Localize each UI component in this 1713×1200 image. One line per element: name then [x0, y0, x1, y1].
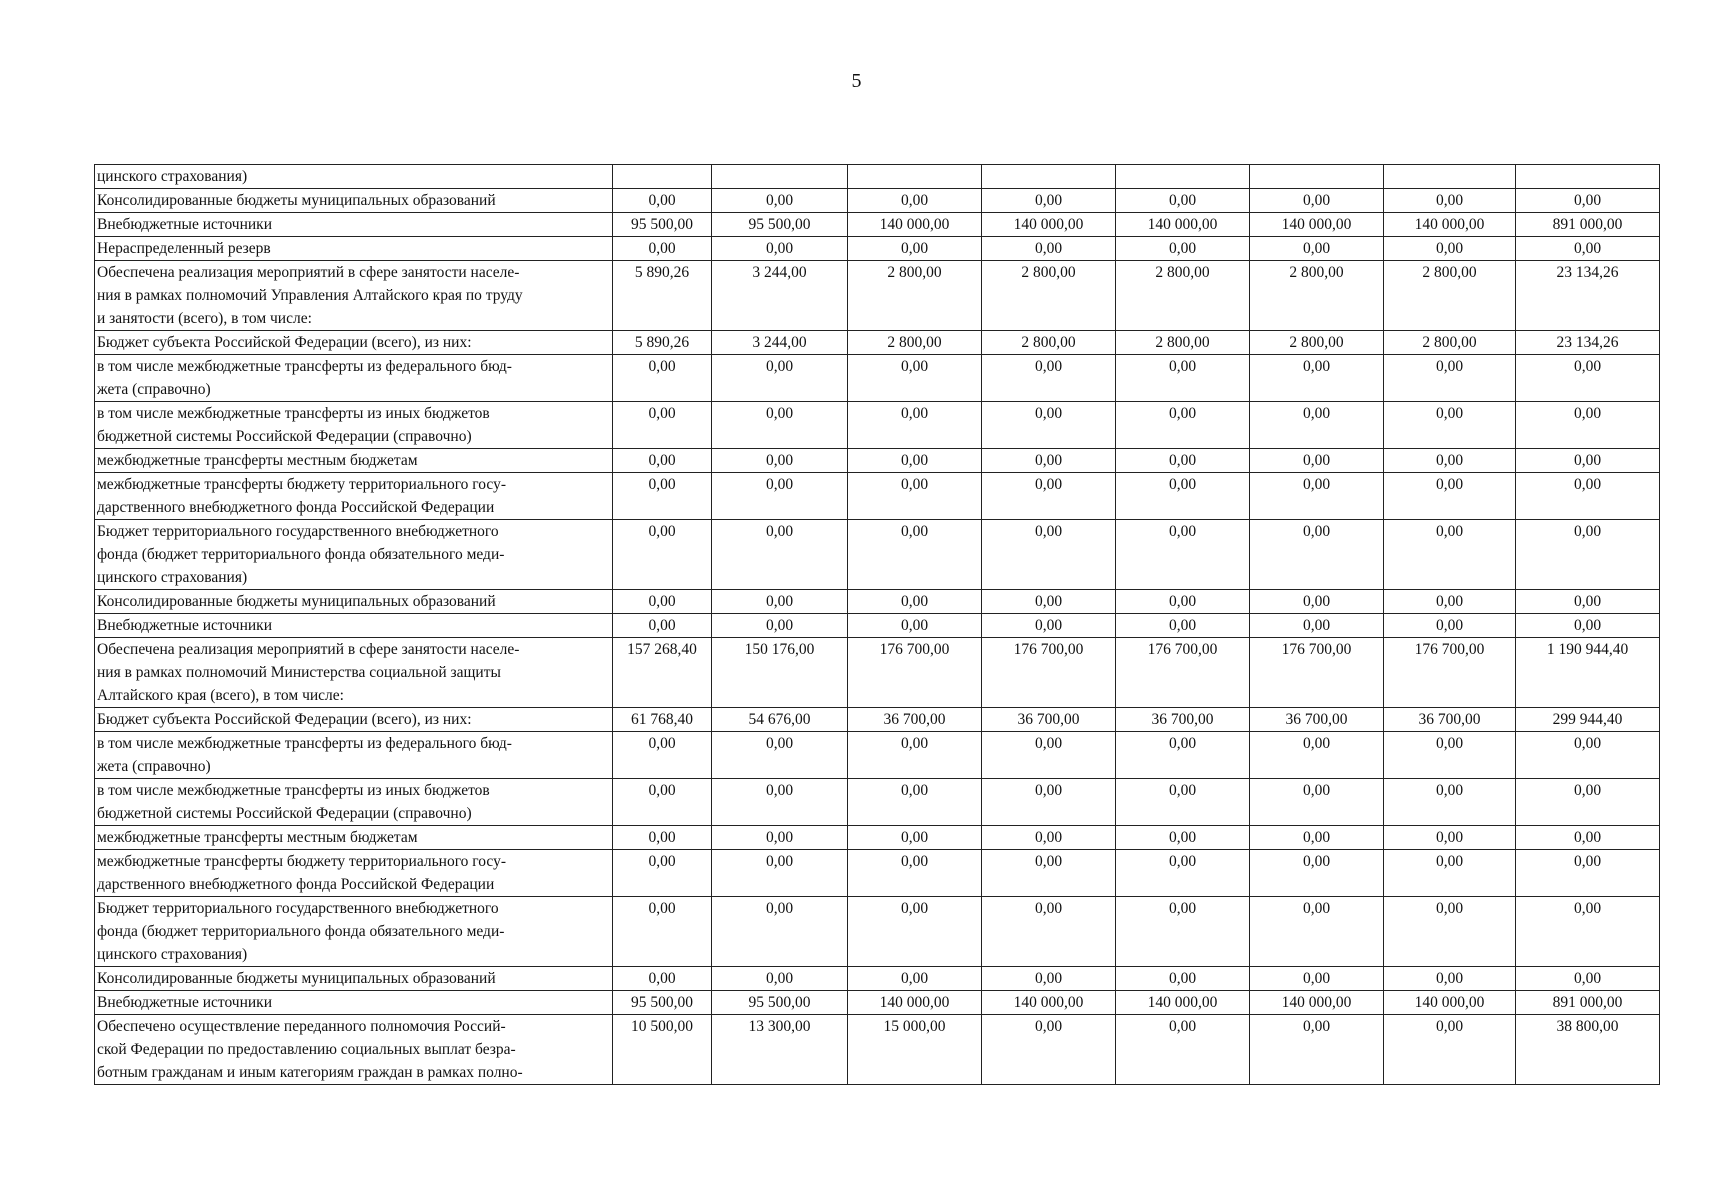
value-cell: 2 800,00 — [1250, 261, 1384, 331]
value-cell: 0,00 — [1116, 1015, 1250, 1085]
total-cell: 0,00 — [1516, 520, 1660, 590]
value-cell: 0,00 — [712, 826, 848, 850]
value-cell: 0,00 — [613, 590, 712, 614]
value-cell: 0,00 — [982, 237, 1116, 261]
value-cell: 0,00 — [1384, 449, 1516, 473]
row-label: Бюджет субъекта Российской Федерации (всего), из них: — [95, 708, 613, 732]
total-cell: 0,00 — [1516, 614, 1660, 638]
value-cell: 0,00 — [1384, 614, 1516, 638]
value-cell: 0,00 — [982, 779, 1116, 826]
value-cell: 0,00 — [982, 967, 1116, 991]
value-cell: 0,00 — [982, 590, 1116, 614]
total-cell: 0,00 — [1516, 590, 1660, 614]
value-cell: 0,00 — [982, 520, 1116, 590]
table-row — [95, 732, 1660, 779]
value-cell: 0,00 — [1250, 189, 1384, 213]
row-label: Нераспределенный резерв — [95, 237, 613, 261]
value-cell: 0,00 — [1250, 779, 1384, 826]
value-cell: 0,00 — [982, 614, 1116, 638]
table-row — [95, 638, 1660, 708]
row-label: цинского страхования) — [95, 165, 613, 189]
total-cell: 23 134,26 — [1516, 331, 1660, 355]
table-row — [95, 473, 1660, 520]
value-cell: 0,00 — [1384, 967, 1516, 991]
value-cell: 0,00 — [982, 189, 1116, 213]
table-row — [95, 708, 1660, 732]
value-cell: 140 000,00 — [1384, 213, 1516, 237]
value-cell: 140 000,00 — [848, 213, 982, 237]
value-cell: 0,00 — [1384, 355, 1516, 402]
value-cell: 95 500,00 — [712, 213, 848, 237]
total-cell: 891 000,00 — [1516, 991, 1660, 1015]
total-cell: 23 134,26 — [1516, 261, 1660, 331]
value-cell: 0,00 — [712, 614, 848, 638]
total-cell: 1 190 944,40 — [1516, 638, 1660, 708]
total-cell — [1516, 165, 1660, 189]
value-cell: 2 800,00 — [1250, 331, 1384, 355]
value-cell: 0,00 — [1250, 520, 1384, 590]
value-cell: 0,00 — [1250, 826, 1384, 850]
value-cell: 0,00 — [848, 189, 982, 213]
value-cell: 0,00 — [1116, 520, 1250, 590]
value-cell: 5 890,26 — [613, 261, 712, 331]
value-cell: 36 700,00 — [982, 708, 1116, 732]
value-cell: 0,00 — [982, 732, 1116, 779]
value-cell: 2 800,00 — [982, 261, 1116, 331]
value-cell: 140 000,00 — [1116, 213, 1250, 237]
row-label: Обеспечена реализация мероприятий в сфере занятости населе- ния в рамках полномочий Управления Алтайского края по труду и занятости (всего), в том числе: — [95, 261, 613, 331]
total-cell: 299 944,40 — [1516, 708, 1660, 732]
value-cell: 36 700,00 — [848, 708, 982, 732]
value-cell: 0,00 — [1116, 237, 1250, 261]
value-cell: 0,00 — [1384, 1015, 1516, 1085]
value-cell: 0,00 — [1116, 189, 1250, 213]
total-cell: 0,00 — [1516, 237, 1660, 261]
value-cell: 0,00 — [1384, 520, 1516, 590]
value-cell: 140 000,00 — [982, 213, 1116, 237]
value-cell: 10 500,00 — [613, 1015, 712, 1085]
value-cell: 0,00 — [712, 473, 848, 520]
value-cell: 0,00 — [848, 826, 982, 850]
value-cell: 176 700,00 — [982, 638, 1116, 708]
row-label: Бюджет субъекта Российской Федерации (всего), из них: — [95, 331, 613, 355]
value-cell — [1116, 165, 1250, 189]
value-cell: 140 000,00 — [848, 991, 982, 1015]
value-cell: 0,00 — [712, 402, 848, 449]
table-row — [95, 850, 1660, 897]
total-cell: 0,00 — [1516, 449, 1660, 473]
value-cell: 0,00 — [1250, 732, 1384, 779]
value-cell: 0,00 — [1116, 402, 1250, 449]
value-cell: 0,00 — [848, 732, 982, 779]
value-cell: 0,00 — [848, 449, 982, 473]
value-cell: 0,00 — [712, 449, 848, 473]
value-cell: 0,00 — [1384, 402, 1516, 449]
value-cell: 0,00 — [613, 826, 712, 850]
value-cell: 0,00 — [1116, 449, 1250, 473]
value-cell: 36 700,00 — [1384, 708, 1516, 732]
value-cell: 0,00 — [982, 850, 1116, 897]
value-cell: 36 700,00 — [1250, 708, 1384, 732]
value-cell: 0,00 — [1384, 732, 1516, 779]
value-cell: 0,00 — [982, 473, 1116, 520]
value-cell: 0,00 — [1116, 355, 1250, 402]
table-body — [95, 165, 1660, 1085]
value-cell: 0,00 — [1250, 897, 1384, 967]
value-cell — [848, 165, 982, 189]
value-cell: 0,00 — [1250, 237, 1384, 261]
total-cell: 0,00 — [1516, 897, 1660, 967]
total-cell: 0,00 — [1516, 967, 1660, 991]
value-cell: 0,00 — [712, 732, 848, 779]
value-cell: 0,00 — [613, 355, 712, 402]
total-cell: 0,00 — [1516, 189, 1660, 213]
value-cell: 2 800,00 — [848, 261, 982, 331]
value-cell: 0,00 — [1250, 355, 1384, 402]
value-cell: 0,00 — [1384, 779, 1516, 826]
value-cell: 0,00 — [1250, 590, 1384, 614]
value-cell: 36 700,00 — [1116, 708, 1250, 732]
table-row — [95, 213, 1660, 237]
value-cell: 0,00 — [982, 402, 1116, 449]
value-cell: 61 768,40 — [613, 708, 712, 732]
value-cell: 0,00 — [613, 779, 712, 826]
value-cell: 0,00 — [613, 520, 712, 590]
value-cell — [1384, 165, 1516, 189]
value-cell: 0,00 — [1250, 402, 1384, 449]
table-row — [95, 520, 1660, 590]
value-cell: 0,00 — [982, 449, 1116, 473]
row-label: Консолидированные бюджеты муниципальных образований — [95, 189, 613, 213]
row-label: в том числе межбюджетные трансферты из иных бюджетов бюджетной системы Российской Федерации (справочно) — [95, 779, 613, 826]
value-cell — [613, 165, 712, 189]
value-cell: 0,00 — [1250, 967, 1384, 991]
table-row — [95, 897, 1660, 967]
table-row — [95, 779, 1660, 826]
value-cell — [712, 165, 848, 189]
value-cell: 0,00 — [613, 732, 712, 779]
total-cell: 0,00 — [1516, 850, 1660, 897]
value-cell: 150 176,00 — [712, 638, 848, 708]
value-cell: 176 700,00 — [1250, 638, 1384, 708]
value-cell: 0,00 — [613, 897, 712, 967]
row-label: межбюджетные трансферты местным бюджетам — [95, 826, 613, 850]
value-cell: 0,00 — [1116, 850, 1250, 897]
value-cell: 0,00 — [1384, 473, 1516, 520]
table-row — [95, 826, 1660, 850]
value-cell: 0,00 — [1250, 473, 1384, 520]
total-cell: 0,00 — [1516, 779, 1660, 826]
value-cell: 0,00 — [982, 1015, 1116, 1085]
value-cell: 0,00 — [982, 355, 1116, 402]
value-cell: 0,00 — [1116, 897, 1250, 967]
table-row — [95, 1015, 1660, 1085]
value-cell: 0,00 — [613, 614, 712, 638]
value-cell: 2 800,00 — [1384, 261, 1516, 331]
table-row — [95, 991, 1660, 1015]
value-cell: 0,00 — [613, 189, 712, 213]
value-cell: 5 890,26 — [613, 331, 712, 355]
value-cell: 0,00 — [712, 237, 848, 261]
row-label: Внебюджетные источники — [95, 991, 613, 1015]
total-cell: 0,00 — [1516, 402, 1660, 449]
value-cell: 140 000,00 — [1384, 991, 1516, 1015]
value-cell: 140 000,00 — [982, 991, 1116, 1015]
total-cell: 0,00 — [1516, 473, 1660, 520]
value-cell: 0,00 — [848, 614, 982, 638]
value-cell: 13 300,00 — [712, 1015, 848, 1085]
value-cell: 0,00 — [613, 449, 712, 473]
value-cell: 95 500,00 — [613, 991, 712, 1015]
budget-table — [94, 164, 1660, 1085]
value-cell: 157 268,40 — [613, 638, 712, 708]
value-cell: 0,00 — [712, 779, 848, 826]
value-cell: 0,00 — [848, 237, 982, 261]
total-cell: 0,00 — [1516, 355, 1660, 402]
row-label: Консолидированные бюджеты муниципальных образований — [95, 590, 613, 614]
row-label: Бюджет территориального государственного внебюджетного фонда (бюджет территориального фонда обязательного меди- цинского страхования) — [95, 520, 613, 590]
table-row — [95, 590, 1660, 614]
table-row — [95, 402, 1660, 449]
value-cell: 0,00 — [1116, 614, 1250, 638]
value-cell: 0,00 — [1250, 614, 1384, 638]
value-cell: 0,00 — [712, 850, 848, 897]
table-row — [95, 165, 1660, 189]
value-cell: 140 000,00 — [1250, 213, 1384, 237]
value-cell: 0,00 — [712, 897, 848, 967]
total-cell: 0,00 — [1516, 732, 1660, 779]
value-cell: 0,00 — [1384, 850, 1516, 897]
value-cell: 0,00 — [613, 402, 712, 449]
value-cell: 0,00 — [712, 590, 848, 614]
value-cell: 0,00 — [848, 967, 982, 991]
row-label: в том числе межбюджетные трансферты из федерального бюд- жета (справочно) — [95, 355, 613, 402]
value-cell: 0,00 — [613, 967, 712, 991]
row-label: межбюджетные трансферты местным бюджетам — [95, 449, 613, 473]
value-cell: 0,00 — [613, 850, 712, 897]
value-cell: 0,00 — [1116, 473, 1250, 520]
total-cell: 891 000,00 — [1516, 213, 1660, 237]
value-cell: 0,00 — [982, 897, 1116, 967]
value-cell: 0,00 — [613, 473, 712, 520]
value-cell: 0,00 — [1250, 1015, 1384, 1085]
value-cell: 0,00 — [613, 237, 712, 261]
row-label: Внебюджетные источники — [95, 614, 613, 638]
value-cell: 0,00 — [1384, 237, 1516, 261]
value-cell: 0,00 — [848, 473, 982, 520]
value-cell: 0,00 — [848, 402, 982, 449]
value-cell: 0,00 — [848, 520, 982, 590]
value-cell: 15 000,00 — [848, 1015, 982, 1085]
row-label: межбюджетные трансферты бюджету территориального госу- дарственного внебюджетного фонда Российской Федерации — [95, 473, 613, 520]
row-label: Обеспечена реализация мероприятий в сфере занятости населе- ния в рамках полномочий Министерства социальной защиты Алтайского края (всего), в том числе: — [95, 638, 613, 708]
value-cell: 176 700,00 — [1116, 638, 1250, 708]
row-label: Консолидированные бюджеты муниципальных образований — [95, 967, 613, 991]
value-cell: 2 800,00 — [848, 331, 982, 355]
page-number: 5 — [851, 70, 862, 92]
value-cell: 3 244,00 — [712, 331, 848, 355]
value-cell: 0,00 — [982, 826, 1116, 850]
row-label: межбюджетные трансферты бюджету территориального госу- дарственного внебюджетного фонда Российской Федерации — [95, 850, 613, 897]
value-cell: 0,00 — [1116, 732, 1250, 779]
table-row — [95, 614, 1660, 638]
value-cell: 2 800,00 — [1116, 261, 1250, 331]
value-cell: 0,00 — [848, 850, 982, 897]
row-label: Обеспечено осуществление переданного полномочия Россий- ской Федерации по предоставлению социальных выплат безра- ботным гражданам и иным категориям граждан в рамках полно- — [95, 1015, 613, 1085]
value-cell: 140 000,00 — [1116, 991, 1250, 1015]
value-cell: 176 700,00 — [1384, 638, 1516, 708]
total-cell: 38 800,00 — [1516, 1015, 1660, 1085]
value-cell: 0,00 — [848, 897, 982, 967]
value-cell: 140 000,00 — [1250, 991, 1384, 1015]
value-cell: 95 500,00 — [613, 213, 712, 237]
value-cell: 0,00 — [1116, 779, 1250, 826]
value-cell: 176 700,00 — [848, 638, 982, 708]
value-cell: 0,00 — [848, 779, 982, 826]
value-cell: 0,00 — [712, 967, 848, 991]
value-cell: 54 676,00 — [712, 708, 848, 732]
value-cell: 0,00 — [1250, 850, 1384, 897]
value-cell — [1250, 165, 1384, 189]
value-cell: 2 800,00 — [982, 331, 1116, 355]
row-label: Бюджет территориального государственного внебюджетного фонда (бюджет территориального фонда обязательного меди- цинского страхования) — [95, 897, 613, 967]
value-cell: 0,00 — [712, 355, 848, 402]
row-label: в том числе межбюджетные трансферты из иных бюджетов бюджетной системы Российской Федерации (справочно) — [95, 402, 613, 449]
value-cell: 0,00 — [1384, 897, 1516, 967]
table-row — [95, 189, 1660, 213]
value-cell: 0,00 — [1116, 967, 1250, 991]
table-row — [95, 967, 1660, 991]
table-row — [95, 331, 1660, 355]
value-cell: 3 244,00 — [712, 261, 848, 331]
value-cell: 0,00 — [712, 520, 848, 590]
value-cell: 0,00 — [1384, 189, 1516, 213]
value-cell: 0,00 — [712, 189, 848, 213]
value-cell: 2 800,00 — [1116, 331, 1250, 355]
row-label: в том числе межбюджетные трансферты из федерального бюд- жета (справочно) — [95, 732, 613, 779]
value-cell — [982, 165, 1116, 189]
table-row — [95, 449, 1660, 473]
total-cell: 0,00 — [1516, 826, 1660, 850]
value-cell: 2 800,00 — [1384, 331, 1516, 355]
row-label: Внебюджетные источники — [95, 213, 613, 237]
table-row — [95, 355, 1660, 402]
table-row — [95, 237, 1660, 261]
value-cell: 0,00 — [848, 590, 982, 614]
value-cell: 0,00 — [1116, 826, 1250, 850]
value-cell: 0,00 — [1384, 590, 1516, 614]
table-row — [95, 261, 1660, 331]
value-cell: 0,00 — [848, 355, 982, 402]
value-cell: 0,00 — [1384, 826, 1516, 850]
value-cell: 95 500,00 — [712, 991, 848, 1015]
value-cell: 0,00 — [1250, 449, 1384, 473]
value-cell: 0,00 — [1116, 590, 1250, 614]
